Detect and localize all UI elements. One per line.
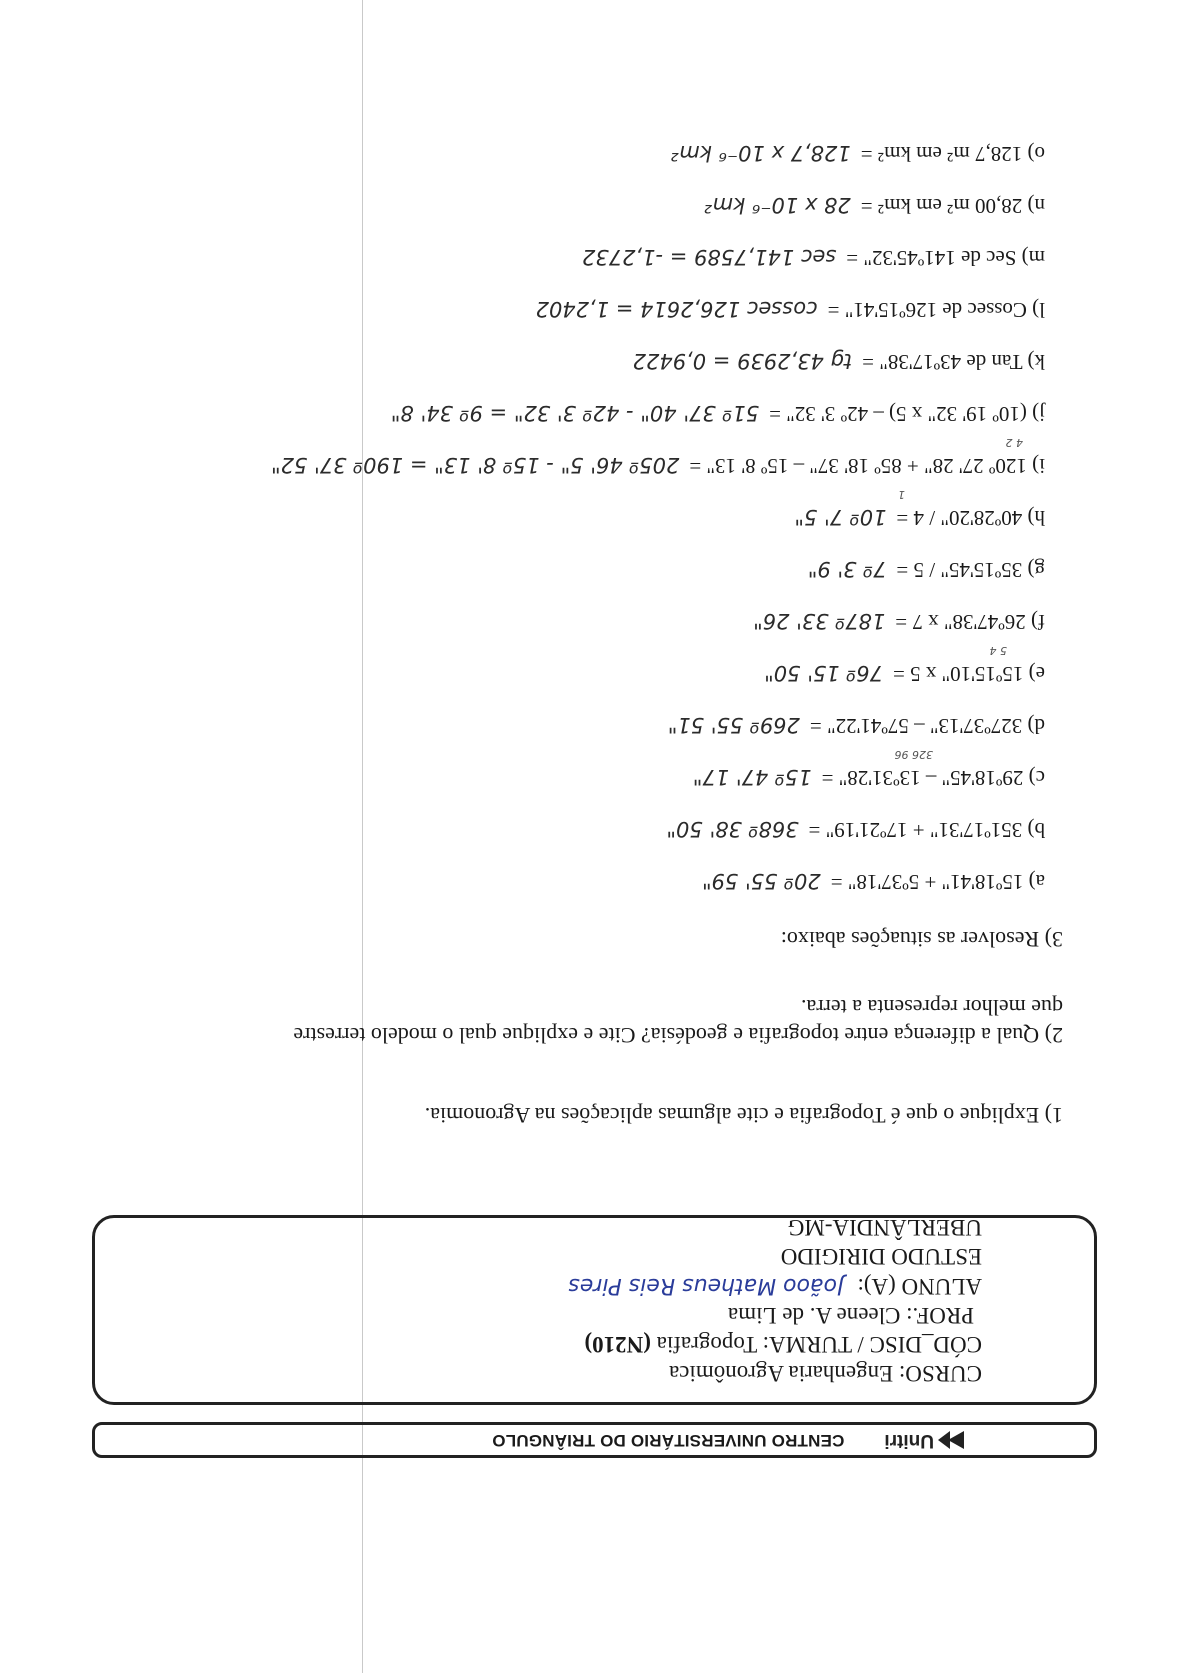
course-code-text: CÓD_DISC / TURMA: Topografia — [650, 1332, 982, 1357]
logo-arrow-icon — [948, 1431, 964, 1449]
exercise-label: c) 29º18'45" – 13º31'28" = — [821, 766, 1045, 790]
exercise-answer: 15º 47' 17" — [692, 765, 812, 789]
exercise-label: b) 351º17'31" + 17º21'19" = — [808, 818, 1045, 842]
exercise-answer: 368º 38' 50" — [666, 817, 799, 841]
exercise-a — [271, 869, 1045, 921]
exercise-scratch-note: 4 2 — [1005, 436, 1023, 449]
exercise-label: l) Cossec de 126º15'41" = — [827, 298, 1045, 322]
exercise-label: n) 28,00 m² em km² = — [860, 194, 1045, 218]
exercise-answer: 205º 46' 5" - 15º 8' 13" = 190º 37' 52" — [270, 453, 680, 477]
exercise-label: a) 15º18'41" + 5º37'18" = — [830, 870, 1045, 894]
exercise-j — [271, 401, 1045, 453]
unitri-logo — [884, 1429, 964, 1451]
logo-text: Unitri — [884, 1430, 934, 1451]
exercise-label: o) 128,7 m² em km² = — [860, 142, 1045, 166]
exercise-e — [271, 661, 1045, 713]
exercise-label: h) 40º28'20" / 4 = — [896, 506, 1045, 530]
exercise-answer: sec 141,7589 = -1,2732 — [582, 245, 837, 269]
exercise-answer: 28 x 10⁻⁶ km² — [704, 193, 851, 217]
question-1: 1) Explique o que é Topografia e cite algumas aplicações na Agronomia. — [424, 1103, 1063, 1128]
exercise-h — [271, 505, 1045, 557]
institution-name: CENTRO UNIVERSITÁRIO DO TRIÂNGULO — [492, 1431, 845, 1450]
exercise-label: g) 35º15'45" / 5 = — [896, 558, 1045, 582]
exercise-i — [271, 453, 1045, 505]
exercise-label: e) 15º15'10" x 5 = — [892, 662, 1045, 686]
exercise-answer: 128,7 x 10⁻⁶ km² — [670, 141, 851, 165]
exercise-answer: 187º 33' 26" — [753, 609, 886, 633]
exercise-d — [271, 713, 1045, 765]
exercise-c — [271, 765, 1045, 817]
exercise-answer: cossec 126,2614 = 1,2402 — [535, 297, 818, 321]
exercise-label: i) 120º 27' 28" + 85º 18' 37" – 15º 8' 13" = — [689, 454, 1045, 478]
exercise-answer: 10º 7' 5" — [794, 505, 887, 529]
exercise-label: k) Tan de 43º17'38" = — [862, 350, 1045, 374]
exercise-scratch-note: 5 4 — [989, 644, 1007, 657]
exercise-k — [271, 349, 1045, 401]
exercise-o — [271, 141, 1045, 193]
exercise-b — [271, 817, 1045, 869]
question-2-line-2: que melhor representa a terra. — [800, 995, 1063, 1020]
question-3: 3) Resolver as situações abaixo: — [780, 927, 1063, 952]
student-line — [95, 1271, 982, 1301]
exercise-answer: 76º 15' 50" — [764, 661, 883, 685]
exercise-f — [271, 609, 1045, 661]
exercise-label: f) 26º47'38" x 7 = — [895, 610, 1045, 634]
exercise-label: d) 327º37'13" – 57º41'22" = — [809, 714, 1045, 738]
exercise-m — [271, 245, 1045, 297]
student-signature: Joãoo Matheus Reis Pires — [568, 1273, 844, 1298]
header-band — [92, 1422, 1097, 1458]
document-type: ESTUDO DIRIGIDO — [780, 1244, 982, 1269]
exercise-l — [271, 297, 1045, 349]
exercise-answer: 20º 55' 59" — [701, 869, 821, 893]
exercise-answer: 7º 3' 9" — [807, 557, 887, 581]
exercise-answer: 51º 37' 40" - 42º 3' 32" = 9º 34' 8" — [390, 401, 760, 425]
exercise-n — [271, 193, 1045, 245]
exercise-scratch-note: 1 — [898, 488, 905, 501]
exercise-answer: 269º 55' 51" — [667, 713, 800, 737]
class-code: (N210) — [584, 1332, 651, 1357]
student-label: ALUNO (A): — [857, 1274, 982, 1299]
professor-line: PROF.: Cleene A. de Lima — [727, 1303, 974, 1328]
student-info-box — [92, 1215, 1097, 1405]
exercise-list — [271, 141, 1045, 921]
course-code-line — [95, 1330, 982, 1359]
course-line: CURSO: Engenharia Agronômica — [668, 1361, 982, 1386]
exercise-label: m) Sec de 141º45'32" = — [846, 246, 1045, 270]
exercise-label: j) (10º 19' 32" x 5) – 42º 3' 32" = — [769, 402, 1045, 426]
exercise-answer: tg 43,2939 = 0,9422 — [632, 349, 853, 373]
logo-arrow-icon — [938, 1431, 950, 1449]
exercise-g — [271, 557, 1045, 609]
city-line: UBERLÂNDIA-MG — [787, 1215, 982, 1240]
exercise-scratch-note: 326 96 — [894, 748, 933, 761]
question-2-line-1: 2) Qual a diferença entre topografia e geodésia? Cite e explique qual o modelo terrestre — [293, 1023, 1063, 1048]
